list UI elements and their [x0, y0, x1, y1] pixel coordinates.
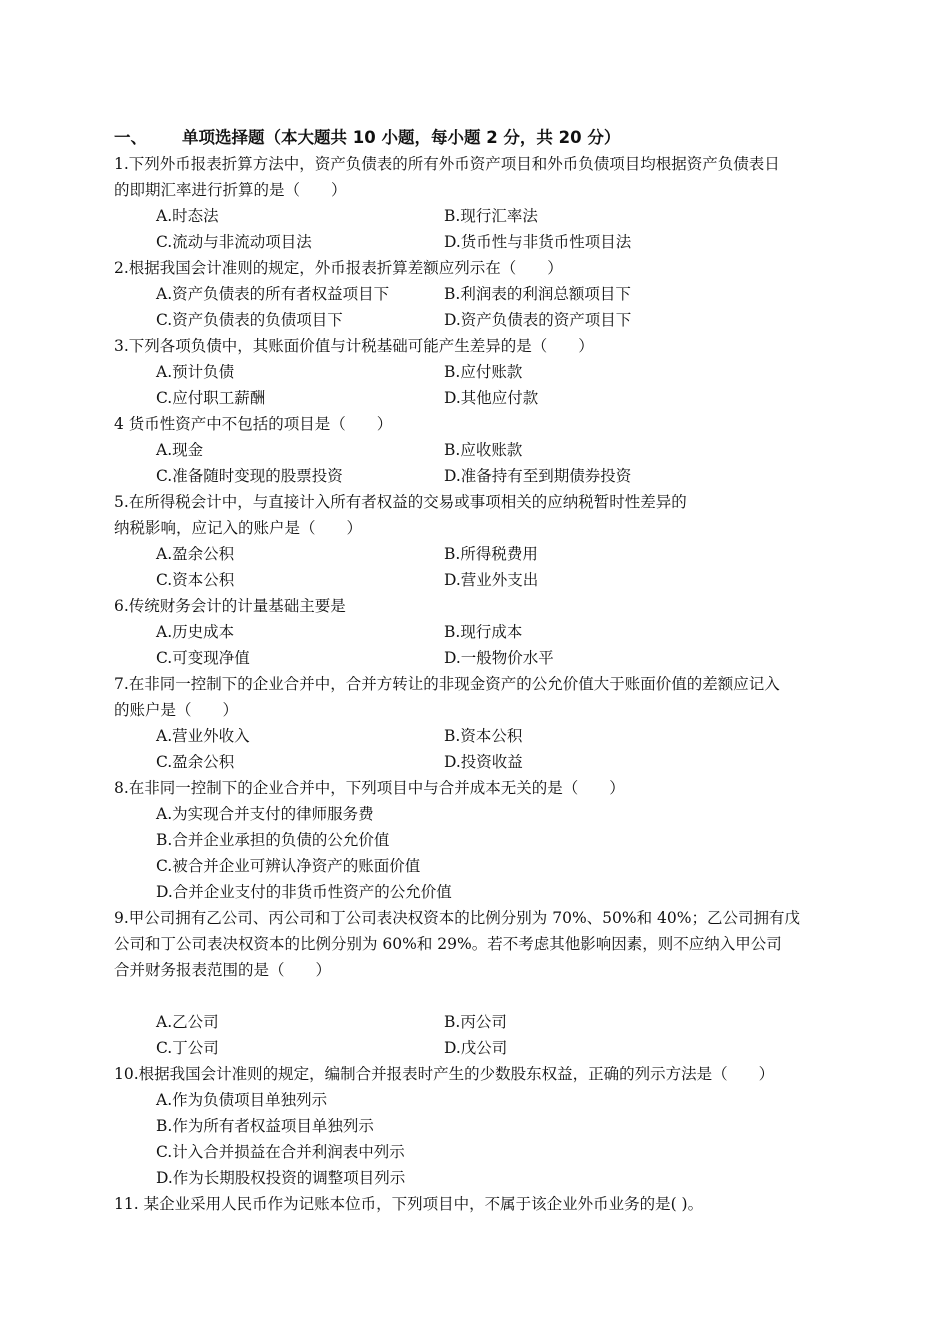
question-8-line-1: 8.在非同一控制下的企业合并中，下列项目中与合并成本无关的是（ ） — [114, 779, 625, 797]
question-8-option-c: C.被合并企业可辨认净资产的账面价值 — [156, 857, 421, 875]
section-number: 一、 — [114, 128, 147, 147]
question-2-option-d: D.资产负债表的资产项目下 — [444, 311, 632, 329]
question-9-line-1: 9.甲公司拥有乙公司、丙公司和丁公司表决权资本的比例分别为 70%、50%和 40%；乙公司拥有戊 — [114, 909, 800, 927]
question-4-option-b: B.应收账款 — [444, 441, 523, 459]
question-1-option-a: A.时态法 — [156, 207, 219, 225]
question-5-option-a: A.盈余公积 — [156, 545, 235, 563]
question-2-option-a: A.资产负债表的所有者权益项目下 — [156, 285, 390, 303]
question-4-option-a: A.现金 — [156, 441, 204, 459]
question-9-option-c: C.丁公司 — [156, 1039, 219, 1057]
question-3-option-a: A.预计负债 — [156, 363, 235, 381]
question-9-line-3: 合并财务报表范围的是（ ） — [114, 961, 332, 979]
question-9-option-d: D.戊公司 — [444, 1039, 508, 1057]
question-9-option-a: A.乙公司 — [156, 1013, 219, 1031]
question-9-line-2: 公司和丁公司表决权资本的比例分别为 60%和 29%。若不考虑其他影响因素，则不应纳入甲公司 — [114, 935, 782, 953]
question-10-option-d: D.作为长期股权投资的调整项目列示 — [156, 1169, 406, 1187]
question-10-option-b: B.作为所有者权益项目单独列示 — [156, 1117, 374, 1135]
question-2-option-c: C.资产负债表的负债项目下 — [156, 311, 343, 329]
question-7-option-b: B.资本公积 — [444, 727, 523, 745]
section-title: 单项选择题（本大题共 10 小题，每小题 2 分，共 20 分） — [182, 128, 621, 147]
question-6-option-b: B.现行成本 — [444, 623, 523, 641]
question-1-line-1: 1.下列外币报表折算方法中，资产负债表的所有外币资产项目和外币负债项目均根据资产负债表日 — [114, 155, 780, 173]
question-6-line-1: 6.传统财务会计的计量基础主要是 — [114, 597, 346, 615]
question-1-line-2: 的即期汇率进行折算的是（ ） — [114, 181, 347, 199]
question-4-line-1: 4 货币性资产中不包括的项目是（ ） — [114, 415, 393, 433]
question-2-line-1: 2.根据我国会计准则的规定，外币报表折算差额应列示在（ ） — [114, 259, 563, 277]
question-5-option-d: D.营业外支出 — [444, 571, 539, 589]
question-8-option-b: B.合并企业承担的负债的公允价值 — [156, 831, 390, 849]
question-3-option-b: B.应付账款 — [444, 363, 523, 381]
question-7-option-c: C.盈余公积 — [156, 753, 235, 771]
question-10-line-1: 10.根据我国会计准则的规定，编制合并报表时产生的少数股东权益，正确的列示方法是（ ） — [114, 1065, 775, 1083]
question-5-line-2: 纳税影响，应记入的账户是（ ） — [114, 519, 363, 537]
question-1-option-c: C.流动与非流动项目法 — [156, 233, 312, 251]
question-2-option-b: B.利润表的利润总额项目下 — [444, 285, 631, 303]
question-10-option-a: A.作为负债项目单独列示 — [156, 1091, 328, 1109]
question-7-option-d: D.投资收益 — [444, 753, 523, 771]
question-3-line-1: 3.下列各项负债中，其账面价值与计税基础可能产生差异的是（ ） — [114, 337, 594, 355]
question-1-option-d: D.货币性与非货币性项目法 — [444, 233, 632, 251]
question-3-option-d: D.其他应付款 — [444, 389, 539, 407]
question-8-option-a: A.为实现合并支付的律师服务费 — [156, 805, 374, 823]
question-7-line-1: 7.在非同一控制下的企业合并中，合并方转让的非现金资产的公允价值大于账面价值的差额应记入 — [114, 675, 780, 693]
question-7-line-2: 的账户是（ ） — [114, 701, 239, 719]
question-7-option-a: A.营业外收入 — [156, 727, 250, 745]
question-5-option-b: B.所得税费用 — [444, 545, 538, 563]
question-6-option-a: A.历史成本 — [156, 623, 235, 641]
question-3-option-c: C.应付职工薪酬 — [156, 389, 266, 407]
question-4-option-d: D.准备持有至到期债券投资 — [444, 467, 632, 485]
question-5-option-c: C.资本公积 — [156, 571, 235, 589]
question-5-line-1: 5.在所得税会计中，与直接计入所有者权益的交易或事项相关的应纳税暂时性差异的 — [114, 493, 687, 511]
question-4-option-c: C.准备随时变现的股票投资 — [156, 467, 343, 485]
question-6-option-c: C.可变现净值 — [156, 649, 250, 667]
question-1-option-b: B.现行汇率法 — [444, 207, 538, 225]
section-heading — [114, 125, 620, 151]
question-10-option-c: C.计入合并损益在合并利润表中列示 — [156, 1143, 405, 1161]
question-6-option-d: D.一般物价水平 — [444, 649, 554, 667]
question-11-line-1: 11. 某企业采用人民币作为记账本位币，下列项目中，不属于该企业外币业务的是( )。 — [114, 1195, 704, 1213]
question-8-option-d: D.合并企业支付的非货币性资产的公允价值 — [156, 883, 452, 901]
question-9-option-b: B.丙公司 — [444, 1013, 507, 1031]
